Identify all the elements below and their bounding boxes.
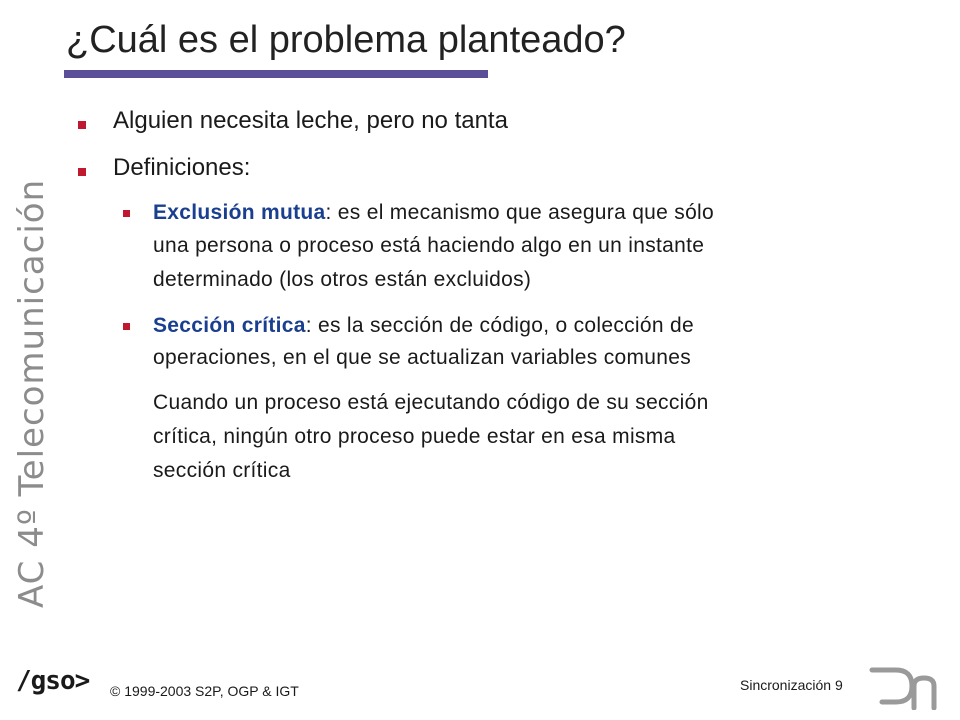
sub-bullet-item: [153, 310, 694, 341]
paragraph-line: sección crítica: [153, 459, 291, 482]
bullet-item: Alguien necesita leche, pero no tanta: [113, 107, 508, 134]
definition-term: Sección crítica: [153, 314, 306, 337]
paragraph-line: crítica, ningún otro proceso puede estar en esa misma: [153, 425, 676, 448]
slide-number-label: Sincronización 9: [740, 677, 843, 693]
sub-bullet-marker-icon: [123, 210, 130, 217]
sub-bullet-line: operaciones, en el que se actualizan variables comunes: [153, 346, 692, 369]
bullet-marker-icon: [78, 121, 86, 129]
bullet-item: Definiciones:: [113, 154, 251, 181]
brand-mark-icon: [868, 662, 948, 710]
bullet-marker-icon: [78, 168, 86, 176]
sub-bullet-line: una persona o proceso está haciendo algo en un instante: [153, 234, 705, 257]
paragraph-line: Cuando un proceso está ejecutando código de su sección: [153, 391, 709, 414]
slide-title: ¿Cuál es el problema planteado?: [66, 19, 626, 61]
sub-bullet-line: determinado (los otros están excluidos): [153, 268, 532, 291]
copyright-notice: © 1999-2003 S2P, OGP & IGT: [110, 683, 299, 699]
side-course-label: AC 4º Telecomunicación: [12, 178, 52, 608]
definition-term: Exclusión mutua: [153, 201, 326, 224]
definition-text: : es el mecanismo que asegura que sólo: [325, 201, 714, 224]
definition-text: : es la sección de código, o colección de: [305, 314, 694, 337]
gso-logo: /gso>: [16, 666, 90, 696]
sub-bullet-marker-icon: [123, 323, 130, 330]
sub-bullet-item: [153, 197, 714, 228]
